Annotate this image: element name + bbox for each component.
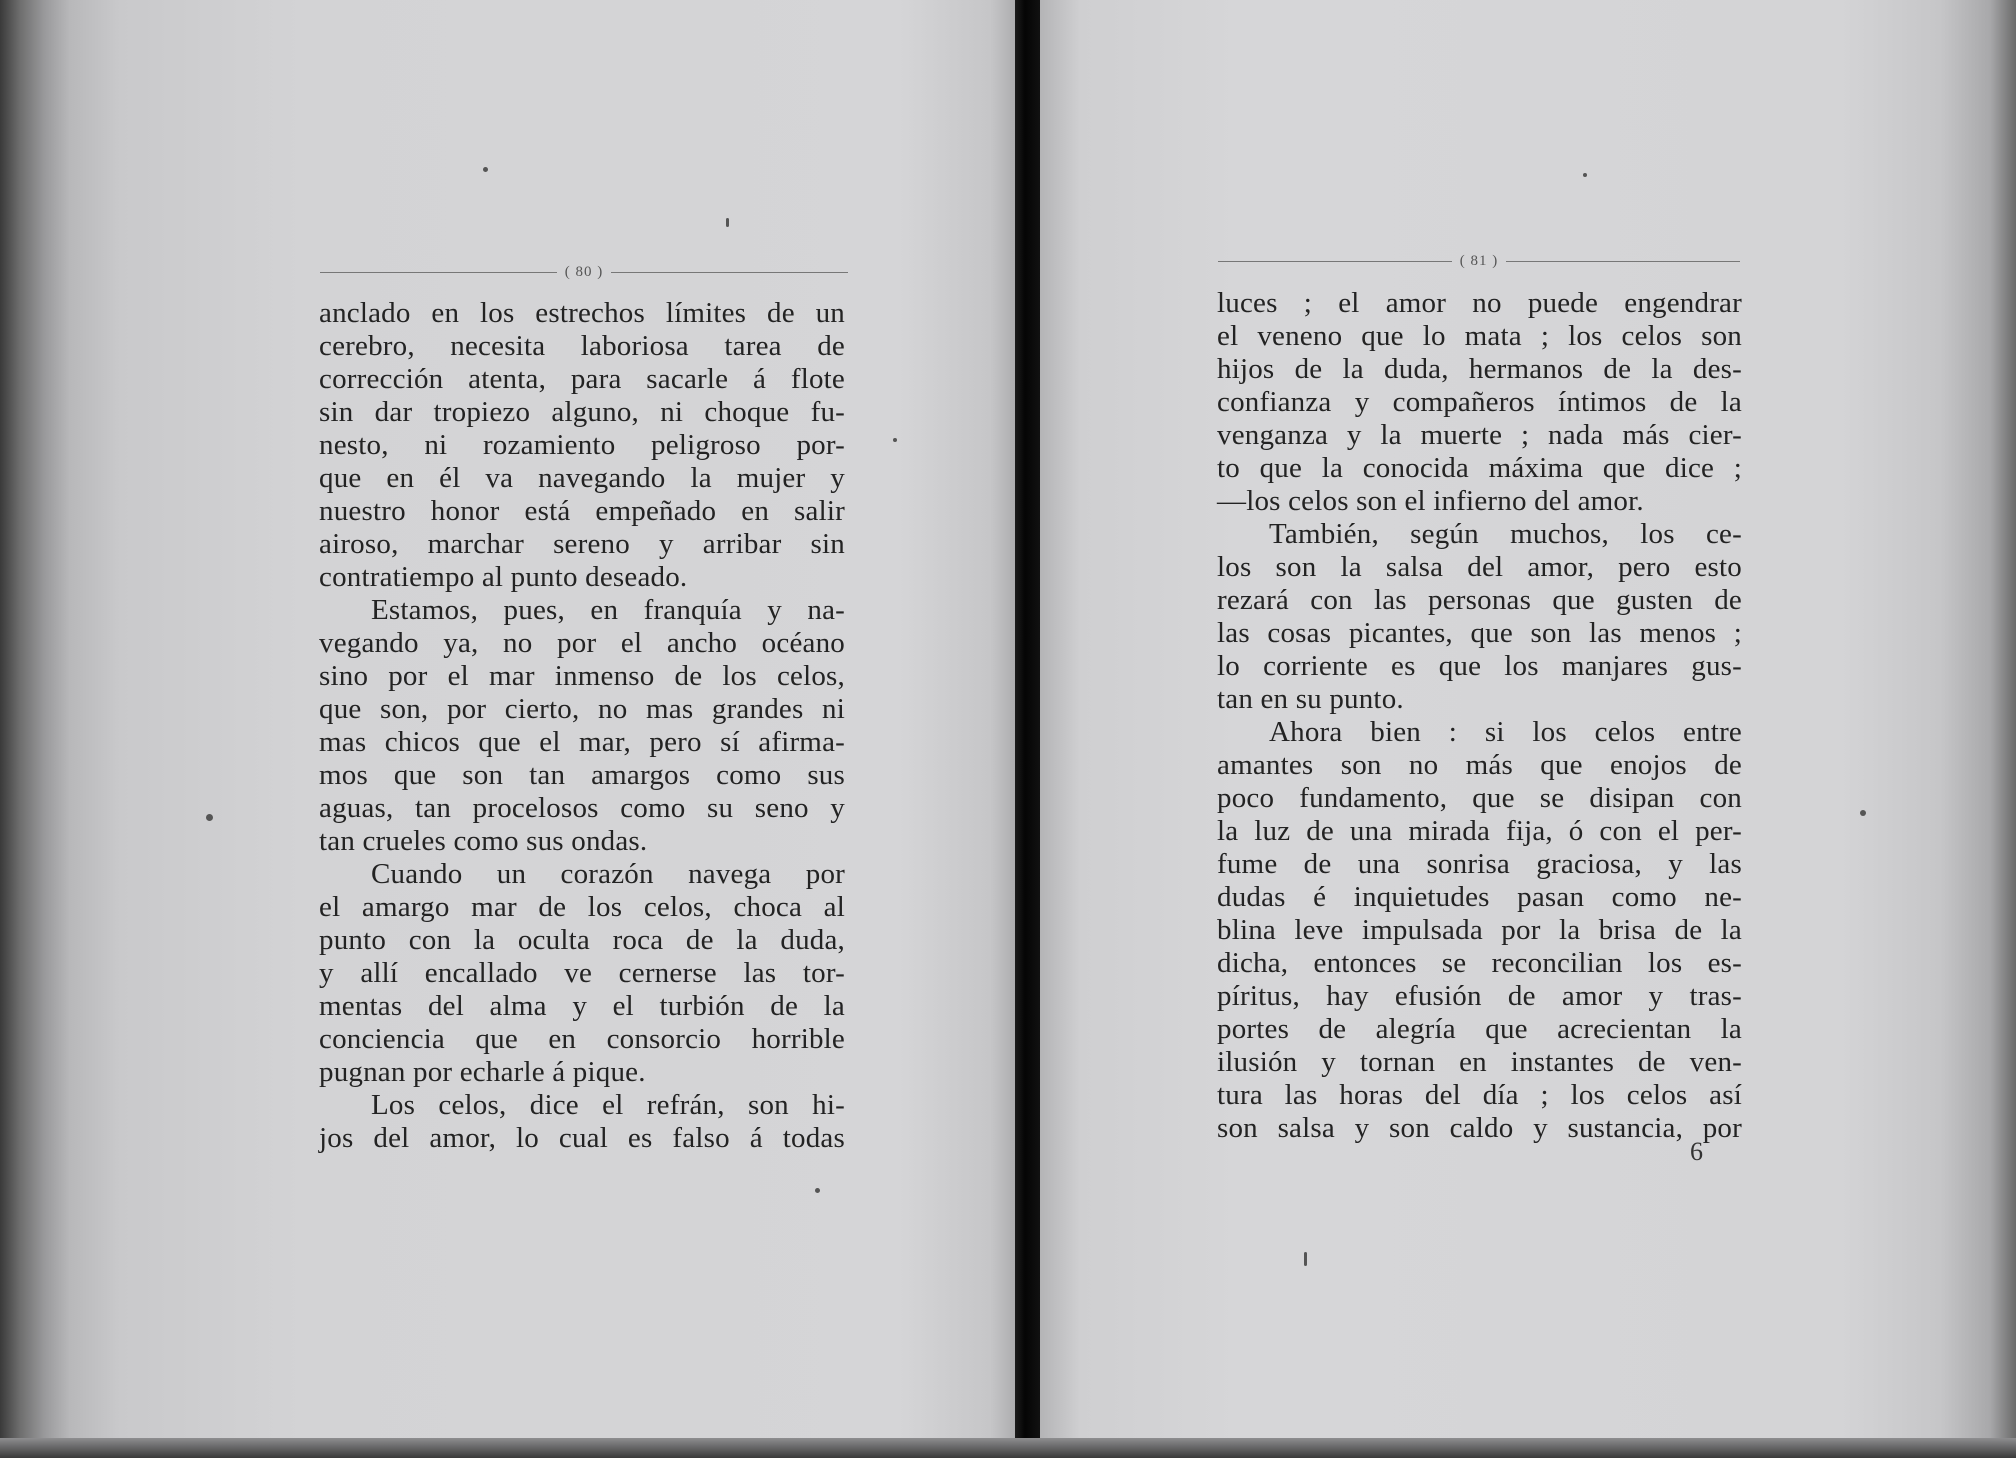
text-line: y allí encallado ve cernerse las tor-: [319, 957, 845, 989]
dust-speck: [1860, 810, 1866, 816]
text-line: luces ; el amor no puede engendrar: [1217, 287, 1742, 319]
text-line: Cuando un corazón navega por: [371, 858, 845, 890]
dust-speck: [893, 438, 897, 442]
text-line: Ahora bien : si los celos entre: [1269, 716, 1742, 748]
dust-speck: [726, 218, 729, 227]
signature-mark: 6: [1690, 1137, 1703, 1166]
text-line: píritus, hay efusión de amor y tras-: [1217, 980, 1742, 1012]
dust-speck: [1304, 1252, 1307, 1266]
text-line: los son la salsa del amor, pero esto: [1217, 551, 1742, 583]
text-line: las cosas picantes, que son las menos ;: [1217, 617, 1742, 649]
text-line: to que la conocida máxima que dice ;: [1217, 452, 1742, 484]
text-line: dicha, entonces se reconcilian los es-: [1217, 947, 1742, 979]
text-line: confianza y compañeros íntimos de la: [1217, 386, 1742, 418]
text-line: conciencia que en consorcio horrible: [319, 1023, 845, 1055]
text-line: También, según muchos, los ce-: [1269, 518, 1742, 550]
dust-speck: [815, 1188, 820, 1193]
text-line: dudas é inquietudes pasan como ne-: [1217, 881, 1742, 913]
text-line: corrección atenta, para sacarle á flote: [319, 363, 845, 395]
text-line: sin dar tropiezo alguno, ni choque fu-: [319, 396, 845, 428]
text-line: venganza y la muerte ; nada más cier-: [1217, 419, 1742, 451]
text-line: mas chicos que el mar, pero sí afirma-: [319, 726, 845, 758]
text-line: nesto, ni rozamiento peligroso por-: [319, 429, 845, 461]
text-line: pugnan por echarle á pique.: [319, 1056, 646, 1088]
left-page-header: [320, 264, 848, 281]
right-page-body: [1217, 287, 1742, 1145]
text-line: la luz de una mirada fija, ó con el per-: [1217, 815, 1742, 847]
text-line: punto con la oculta roca de la duda,: [319, 924, 845, 956]
left-page-body: [319, 297, 845, 1155]
text-line: el amargo mar de los celos, choca al: [319, 891, 845, 923]
text-line: nuestro honor está empeñado en salir: [319, 495, 845, 527]
text-line: —los celos son el infierno del amor.: [1217, 485, 1644, 517]
text-line: que en él va navegando la mujer y: [319, 462, 845, 494]
text-line: tan en su punto.: [1217, 683, 1404, 715]
text-line: ilusión y tornan en instantes de ven-: [1217, 1046, 1742, 1078]
header-rule: [611, 272, 848, 273]
text-line: anclado en los estrechos límites de un: [319, 297, 845, 329]
text-line: mos que son tan amargos como sus: [319, 759, 845, 791]
text-line: rezará con las personas que gusten de: [1217, 584, 1742, 616]
header-rule: [1506, 261, 1740, 262]
dust-speck: [206, 814, 213, 821]
text-line: Los celos, dice el refrán, son hi-: [371, 1089, 845, 1121]
text-line: airoso, marchar sereno y arribar sin: [319, 528, 845, 560]
text-line: tan crueles como sus ondas.: [319, 825, 648, 857]
text-line: jos del amor, lo cual es falso á todas: [319, 1122, 845, 1154]
right-page-header: [1218, 253, 1740, 270]
right-page-number: ( 81 ): [1459, 253, 1499, 269]
text-line: tura las horas del día ; los celos así: [1217, 1079, 1742, 1111]
text-line: poco fundamento, que se disipan con: [1217, 782, 1742, 814]
text-line: el veneno que lo mata ; los celos son: [1217, 320, 1742, 352]
text-line: hijos de la duda, hermanos de la des-: [1217, 353, 1742, 385]
text-line: que son, por cierto, no mas grandes ni: [319, 693, 845, 725]
text-line: portes de alegría que acrecientan la: [1217, 1013, 1742, 1045]
text-line: fume de una sonrisa graciosa, y las: [1217, 848, 1742, 880]
text-line: contratiempo al punto deseado.: [319, 561, 688, 593]
page-bottom-edge: [0, 1438, 2016, 1458]
text-line: Estamos, pues, en franquía y na-: [371, 594, 845, 626]
left-page-number: ( 80 ): [564, 264, 604, 280]
text-line: cerebro, necesita laboriosa tarea de: [319, 330, 845, 362]
dust-speck: [1583, 173, 1587, 177]
text-line: sino por el mar inmenso de los celos,: [319, 660, 845, 692]
text-line: blina leve impulsada por la brisa de la: [1217, 914, 1742, 946]
header-rule: [320, 272, 557, 273]
text-line: amantes son no más que enojos de: [1217, 749, 1742, 781]
text-line: lo corriente es que los manjares gus-: [1217, 650, 1742, 682]
text-line: aguas, tan procelosos como su seno y: [319, 792, 845, 824]
header-rule: [1218, 261, 1452, 262]
book-gutter: [1015, 0, 1040, 1458]
text-line: vegando ya, no por el ancho océano: [319, 627, 845, 659]
text-line: son salsa y son caldo y sustancia, por: [1217, 1112, 1742, 1144]
dust-speck: [483, 167, 488, 172]
text-line: mentas del alma y el turbión de la: [319, 990, 845, 1022]
